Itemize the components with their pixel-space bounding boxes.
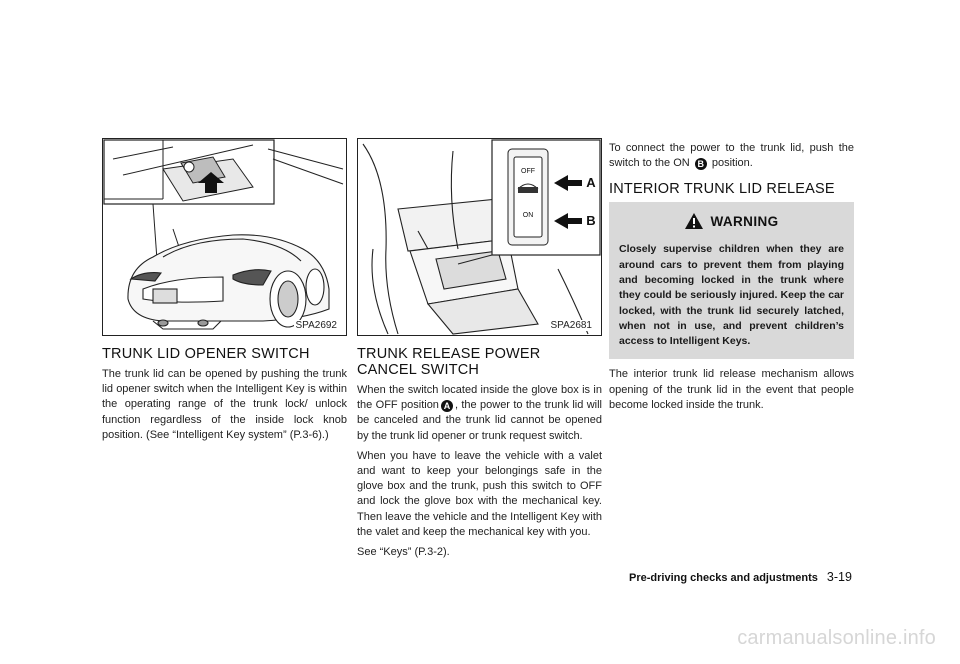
glovebox-switch-figure bbox=[357, 138, 602, 336]
body-text-2: The interior trunk lid release mechanism allows opening of the trunk lid in the event that people become locked inside the trunk. bbox=[609, 368, 854, 411]
column-right bbox=[609, 141, 854, 418]
section-heading: TRUNK LID OPENER SWITCH bbox=[102, 346, 310, 362]
warning-text: Closely supervise children when they are around cars to prevent them from playing and becoming locked in the trunk where they could be seriously injured. Keep the car locked, with the trunk lid securely latched, when not in use, and prevent children’s access to Intelligent Keys. bbox=[619, 243, 844, 348]
warning-box bbox=[609, 202, 854, 359]
warning-title: WARNING bbox=[710, 214, 779, 230]
figure-code: SPA2692 bbox=[295, 320, 337, 331]
switch-on-label: ON bbox=[522, 212, 534, 219]
body-text-1: To connect the power to the trunk lid, push the switch to the ON B position. bbox=[609, 142, 854, 170]
callout-b: B bbox=[586, 213, 596, 228]
body-text-1: When the switch located inside the glove box is in the OFF position A , the power to the trunk lid will be canceled and the trunk lid cannot be opened by the trunk lid opener or trunk request switch. bbox=[357, 384, 602, 442]
footer-section: Pre-driving checks and adjustments bbox=[629, 572, 818, 584]
page-footer bbox=[629, 570, 852, 584]
body-text-3: See “Keys” (P.3-2). bbox=[357, 546, 450, 559]
section-heading: INTERIOR TRUNK LID RELEASE bbox=[609, 181, 835, 198]
callout-a: A bbox=[586, 175, 596, 190]
section-heading: TRUNK RELEASE POWER CANCEL SWITCH bbox=[357, 346, 541, 378]
marker-a: A bbox=[441, 400, 453, 412]
page-number: 3-19 bbox=[826, 570, 852, 584]
body-text: The trunk lid can be opened by pushing the trunk lid opener switch when the Intelligent Key is within the operating range of the trunk lock/ unlock function regardless of the inside lock knob position. (See “Intelligent Key system” (P.3-6).) bbox=[102, 368, 347, 441]
switch-off-label: OFF bbox=[521, 168, 535, 175]
column-middle bbox=[357, 138, 602, 565]
figure-code: SPA2681 bbox=[550, 320, 592, 331]
warning-icon bbox=[684, 212, 704, 230]
glovebox-illustration bbox=[358, 139, 601, 335]
car-rear-illustration bbox=[103, 139, 346, 335]
body-text-2: When you have to leave the vehicle with a valet and want to keep your belongings safe in the glove box and the trunk, push this switch to OFF and lock the glove box with the mechanical key. Then leave the vehicle and the Intelligent Key with the valet and keep the mechanical key with you. bbox=[357, 449, 602, 538]
watermark: carmanualsonline.info bbox=[737, 627, 936, 649]
column-left bbox=[102, 138, 347, 448]
marker-b: B bbox=[695, 158, 707, 170]
trunk-opener-figure bbox=[102, 138, 347, 336]
warning-header bbox=[619, 212, 844, 230]
